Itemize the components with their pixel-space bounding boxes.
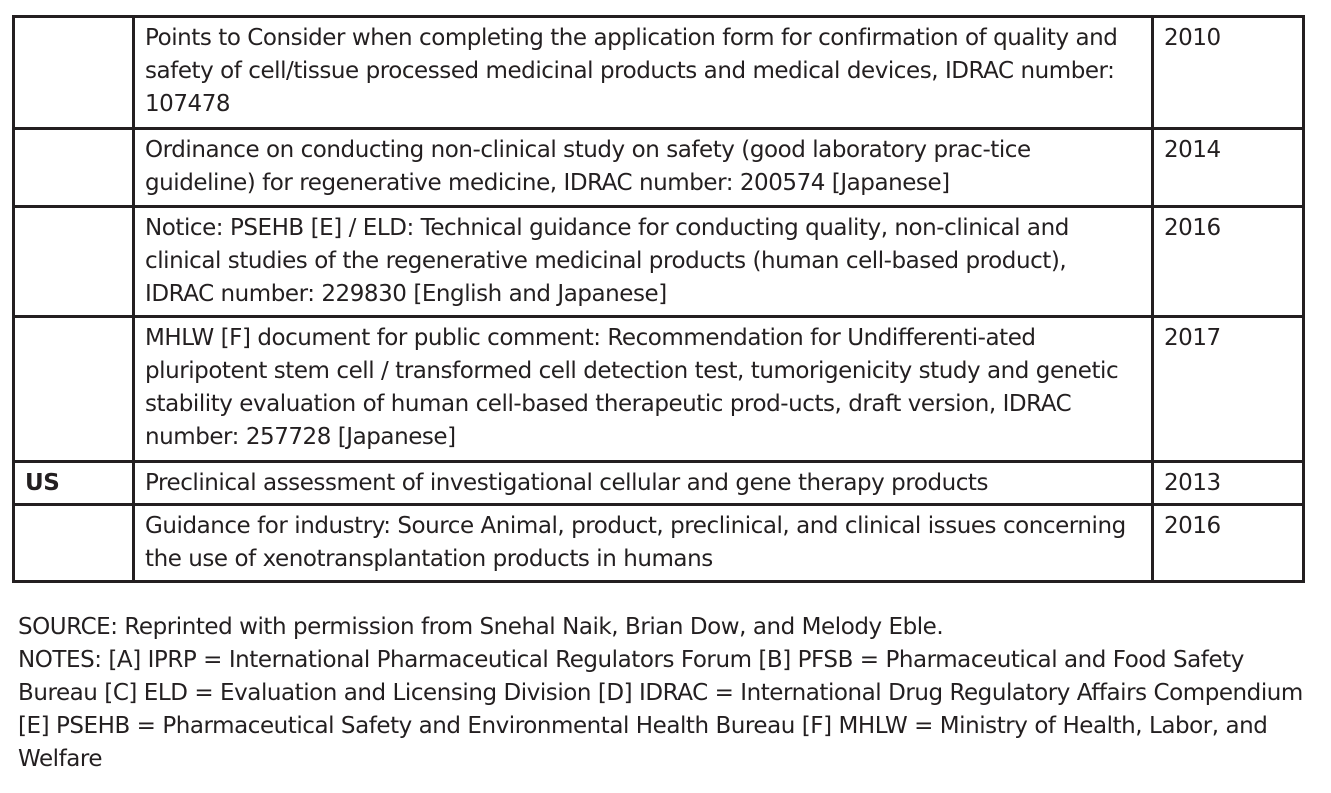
region-cell <box>14 17 134 129</box>
guidance-table <box>12 15 1305 583</box>
year-cell: 2016 <box>1153 505 1304 582</box>
region-cell: US <box>14 462 134 505</box>
document-cell: Guidance for industry: Source Animal, product, preclinical, and clinical issues concerning the use of xenotransplantation products in humans <box>134 505 1153 582</box>
year-cell: 2013 <box>1153 462 1304 505</box>
table-footnotes <box>18 611 1318 776</box>
year-cell: 2016 <box>1153 207 1304 317</box>
region-cell <box>14 505 134 582</box>
document-cell: Preclinical assessment of investigational cellular and gene therapy products <box>134 462 1153 505</box>
table-row <box>14 129 1304 207</box>
table-row <box>14 207 1304 317</box>
source-note: SOURCE: Reprinted with permission from Snehal Naik, Brian Dow, and Melody Eble. <box>18 614 944 640</box>
year-cell: 2010 <box>1153 17 1304 129</box>
region-cell <box>14 207 134 317</box>
table-row <box>14 505 1304 582</box>
year-cell: 2017 <box>1153 317 1304 462</box>
document-cell: Notice: PSEHB [E] / ELD: Technical guidance for conducting quality, non-clinical and clinical studies of the regenerative medicinal products (human cell-based product), IDRAC number: 229830 [English and Japanese] <box>134 207 1153 317</box>
year-cell: 2014 <box>1153 129 1304 207</box>
region-cell <box>14 317 134 462</box>
document-cell: MHLW [F] document for public comment: Recommendation for Undifferenti-ated pluripotent stem cell / transformed cell detection test, tumorigenicity study and genetic stability evaluation of human cell-based therapeutic prod-ucts, draft version, IDRAC number: 257728 [Japanese] <box>134 317 1153 462</box>
document-cell: Ordinance on conducting non-clinical study on safety (good laboratory prac-tice guideline) for regenerative medicine, IDRAC number: 200574 [Japanese] <box>134 129 1153 207</box>
region-cell <box>14 129 134 207</box>
document-cell: Points to Consider when completing the application form for confirmation of quality and safety of cell/tissue processed medicinal products and medical devices, IDRAC number: 107478 <box>134 17 1153 129</box>
table-row <box>14 462 1304 505</box>
table-row <box>14 317 1304 462</box>
abbreviation-notes: NOTES: [A] IPRP = International Pharmaceutical Regulators Forum [B] PFSB = Pharmaceutical and Food Safety Bureau [C] ELD = Evaluation and Licensing Division [D] IDRAC = International Drug Regulatory Affairs Compendium [E] PSEHB = Pharmaceutical Safety and Environmental Health Bureau [F] MHLW = Ministry of Health, Labor, and Welfare <box>18 647 1303 772</box>
table-row <box>14 17 1304 129</box>
